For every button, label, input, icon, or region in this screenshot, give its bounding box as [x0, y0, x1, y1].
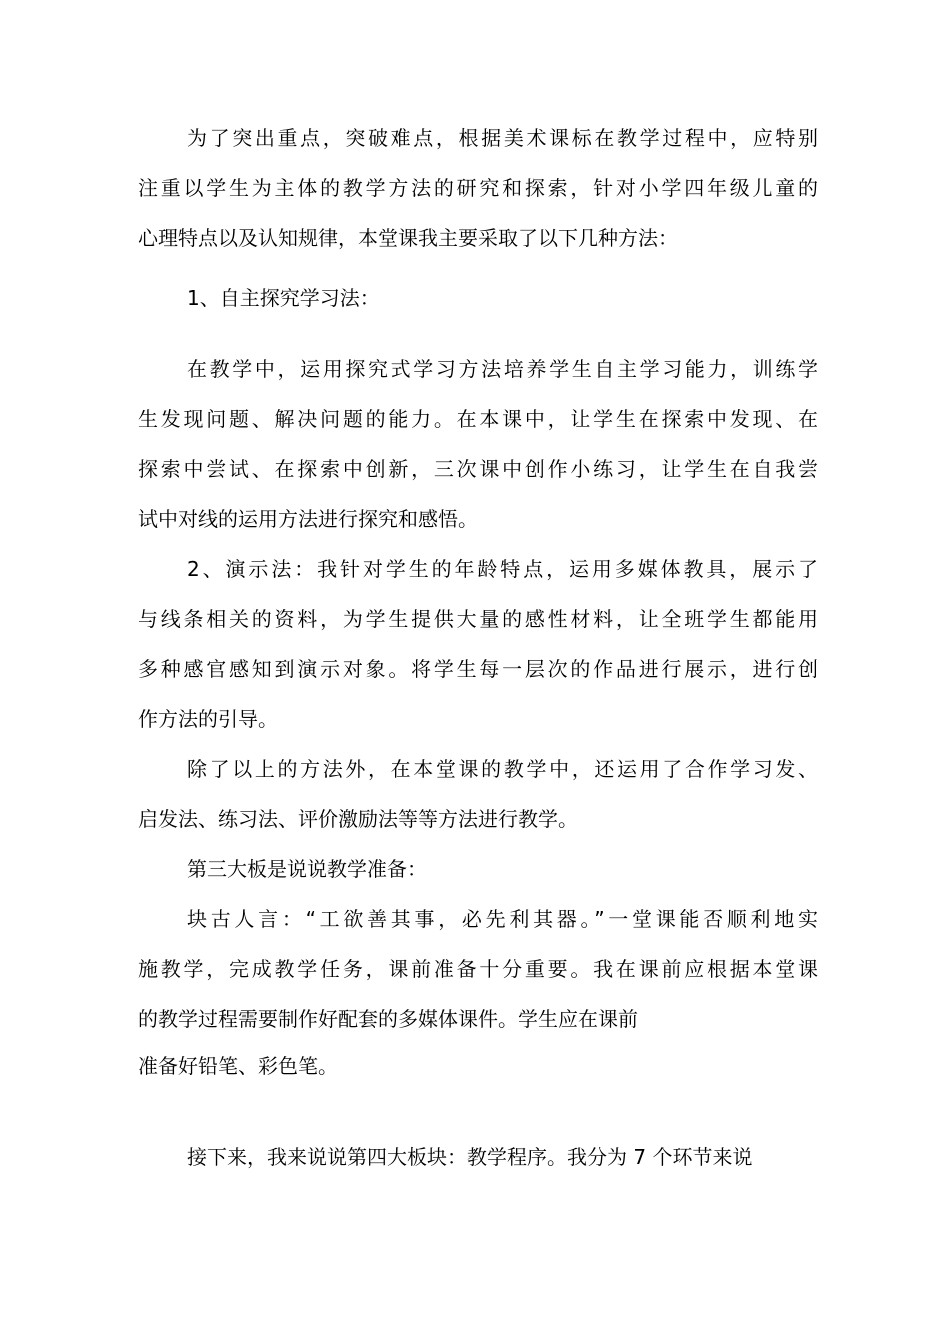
paragraph-line: 在教学中，运用探究式学习方法培养学生自主学习能力，训练学 [187, 357, 818, 381]
paragraph-line: 块古人言：“工欲善其事，必先利其器。”一堂课能否顺利地实 [187, 907, 818, 931]
list-item-heading: 1、自主探究学习法： [187, 286, 380, 310]
paragraph-line: 除了以上的方法外，在本堂课的教学中，还运用了合作学习发、 [187, 757, 818, 781]
paragraph-line: 心理特点以及认知规律，本堂课我主要采取了以下几种方法： [138, 226, 678, 250]
paragraph-line: 探索中尝试、在探索中创新，三次课中创作小练习，让学生在自我尝 [138, 457, 818, 481]
paragraph-line: 注重以学生为主体的教学方法的研究和探索，针对小学四年级儿童的 [138, 176, 818, 200]
paragraph-line: 与线条相关的资料，为学生提供大量的感性材料，让全班学生都能用 [138, 607, 818, 631]
paragraph-line: 生发现问题、解决问题的能力。在本课中，让学生在探索中发现、在 [138, 407, 818, 431]
paragraph-line: 为了突出重点，突破难点，根据美术课标在教学过程中，应特别 [187, 126, 818, 150]
paragraph-line: 的教学过程需要制作好配套的多媒体课件。学生应在课前 [138, 1007, 638, 1031]
paragraph-line: 2、演示法：我针对学生的年龄特点，运用多媒体教具，展示了 [187, 557, 818, 581]
paragraph-line: 试中对线的运用方法进行探究和感悟。 [138, 507, 478, 531]
paragraph-line: 启发法、练习法、评价激励法等等方法进行教学。 [138, 807, 578, 831]
paragraph-line: 准备好铅笔、彩色笔。 [138, 1054, 338, 1078]
paragraph-line: 作方法的引导。 [138, 707, 278, 731]
section-heading: 第三大板是说说教学准备： [187, 857, 427, 881]
paragraph-line: 接下来，我来说说第四大板块：教学程序。我分为 7 个环节来说 [187, 1145, 753, 1169]
paragraph-line: 多种感官感知到演示对象。将学生每一层次的作品进行展示，进行创 [138, 657, 818, 681]
paragraph-line: 施教学，完成教学任务，课前准备十分重要。我在课前应根据本堂课 [138, 957, 818, 981]
